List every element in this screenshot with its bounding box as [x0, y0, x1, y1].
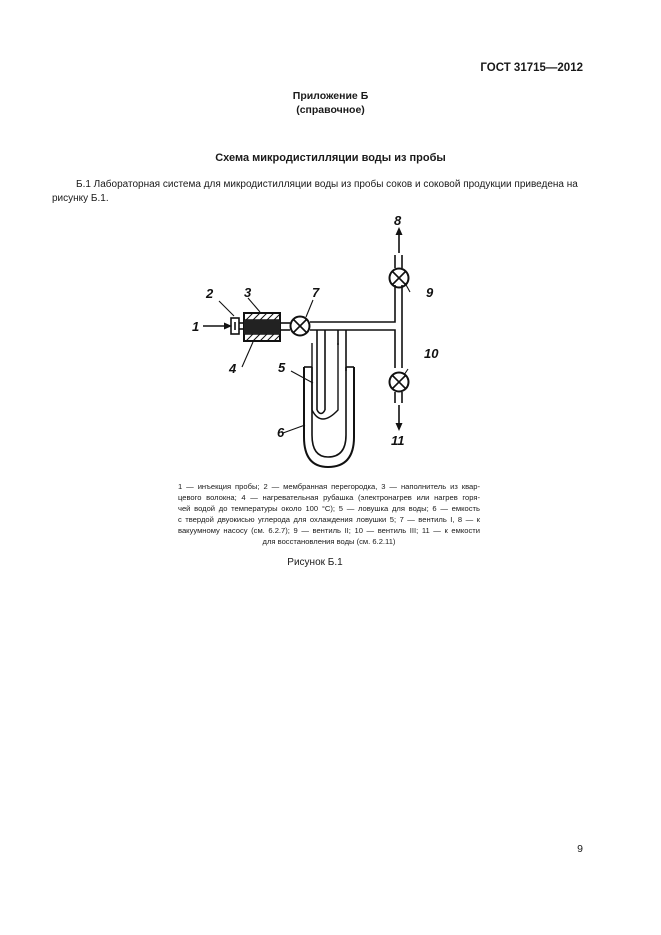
appendix-title: Приложение Б — [292, 90, 369, 102]
section-title: Схема микродистилляции воды из пробы — [215, 152, 446, 164]
paragraph-b1 — [52, 178, 586, 206]
legend-line: для восстановления воды (см. 6.2.11) — [262, 537, 396, 547]
label-11: 11 — [391, 433, 405, 448]
page-number: 9 — [577, 843, 583, 855]
label-6: 6 — [277, 425, 285, 440]
paragraph-line-1: Б.1 Лабораторная система для микродистилляции воды из пробы соков и соковой продукции приведена на — [76, 179, 578, 190]
label-5: 5 — [278, 360, 286, 375]
legend-line: с твердой двуокисью углерода для охлаждения ловушки 5; 7 — вентиль I, 8 — к — [178, 515, 480, 525]
label-8: 8 — [394, 213, 402, 228]
quartz-fiber-filler — [244, 320, 280, 334]
legend-line: 1 — инъекция пробы; 2 — мембранная перегородка, 3 — наполнитель из квар- — [178, 482, 480, 491]
label-4: 4 — [229, 361, 237, 376]
label-2: 2 — [206, 286, 214, 301]
appendix-type: (справочное) — [296, 104, 365, 116]
micro-distillation-diagram — [180, 205, 460, 475]
standard-number: ГОСТ 31715—2012 — [480, 62, 583, 74]
legend-line: цевого волокна; 4 — нагревательная рубашка (электронагрев или нагрев горя- — [178, 493, 480, 503]
label-1: 1 — [192, 319, 200, 334]
figure-caption: Рисунок Б.1 — [287, 557, 343, 568]
figure-legend — [178, 481, 480, 548]
legend-line: чей водой до температуры около 100 °С); 5 — ловушка для воды; 6 — емкость — [178, 504, 480, 514]
label-3: 3 — [244, 285, 252, 300]
label-9: 9 — [426, 285, 434, 300]
valve-1 — [291, 317, 310, 336]
label-10: 10 — [424, 346, 439, 361]
valve-3 — [390, 373, 409, 392]
legend-line: вакуумному насосу (см. 6.2.7); 9 — вентиль II; 10 — вентиль III; 11 — к емкости — [178, 526, 480, 536]
label-7: 7 — [312, 285, 320, 300]
paragraph-line-2: рисунку Б.1. — [52, 193, 109, 204]
